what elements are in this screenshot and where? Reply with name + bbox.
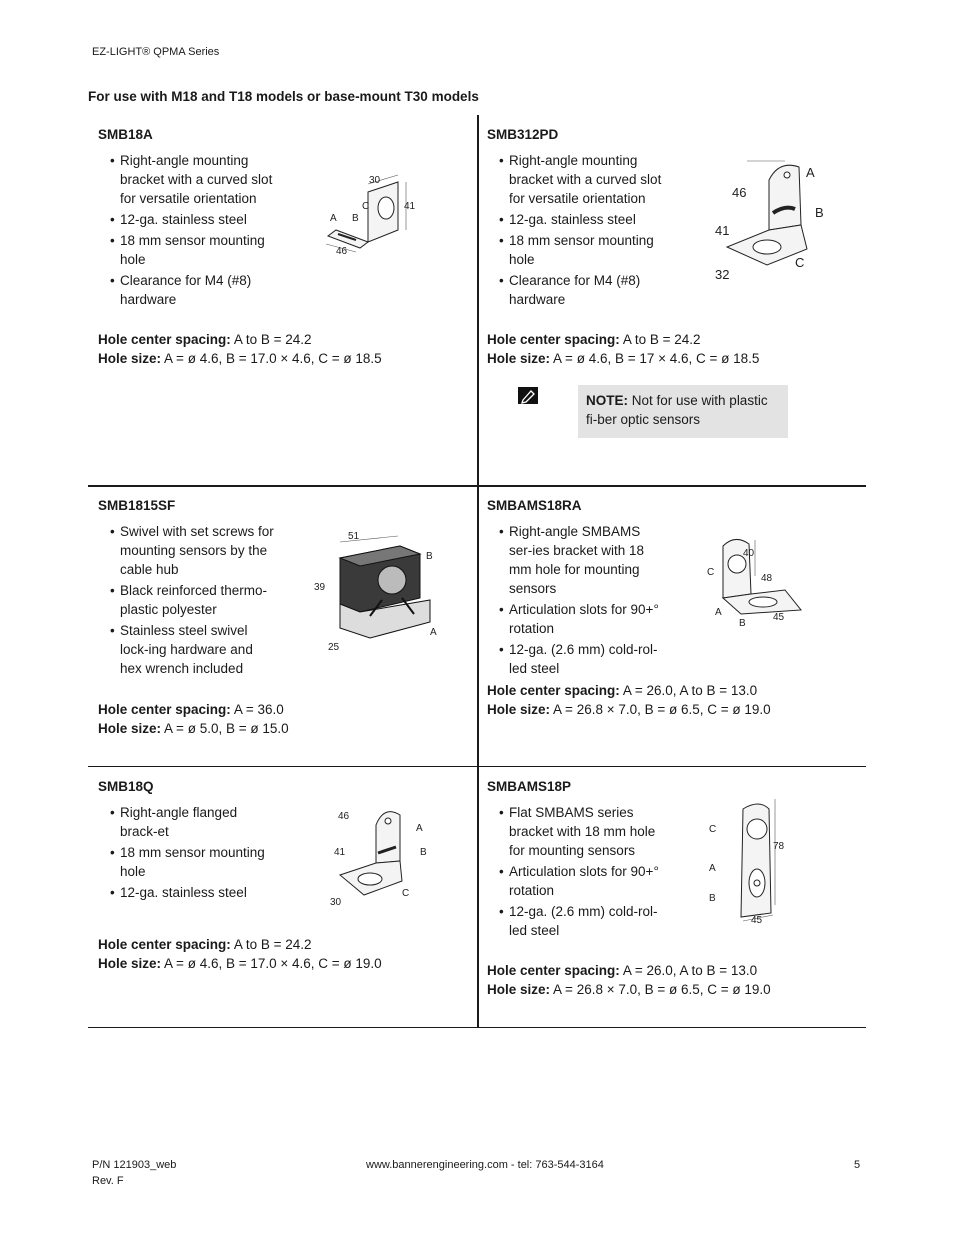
callout-label: A	[330, 213, 337, 224]
callout-label: A	[430, 627, 437, 638]
spec-value: A = ø 4.6, B = 17 × 4.6, C = ø 18.5	[553, 351, 760, 366]
model-name: SMB18Q	[98, 779, 154, 794]
note-text: Not for use with plastic fi-ber optic sensors	[586, 393, 768, 427]
spec-label: Hole size:	[98, 721, 162, 736]
bracket-cell-smb18q	[88, 779, 477, 1019]
spec-value: A = ø 5.0, B = ø 15.0	[164, 721, 289, 736]
bracket-cell-smb18a	[88, 127, 477, 477]
bracket-drawing	[310, 528, 450, 658]
feature-item: • 18 mm sensor mounting hole	[98, 843, 278, 881]
spec-label: Hole center spacing:	[98, 332, 231, 347]
feature-item: • Right-angle mounting bracket with a curved slot for versatile orientation	[487, 151, 667, 208]
dimension-label: 39	[314, 582, 326, 593]
feature-item: • Flat SMBAMS series bracket with 18 mm hole for mounting sensors	[487, 803, 667, 860]
callout-label: B	[352, 213, 359, 224]
feature-item: • 12-ga. stainless steel	[487, 210, 667, 229]
note-pencil-icon	[518, 387, 538, 404]
callout-label: A	[709, 863, 716, 874]
running-header: EZ-LIGHT® QPMA Series	[92, 46, 220, 58]
spec-label: Hole size:	[487, 702, 551, 717]
dimension-label: 41	[404, 201, 416, 212]
spec-label: Hole center spacing:	[98, 937, 231, 952]
feature-item: • Right-angle flanged brack-et	[98, 803, 278, 841]
model-name: SMBAMS18RA	[487, 498, 582, 513]
dimension-label: 30	[369, 175, 381, 186]
callout-label: B	[739, 618, 746, 629]
spec-value: A = 36.0	[233, 702, 284, 717]
callout-label: C	[402, 888, 410, 899]
hole-specs	[487, 681, 771, 719]
dimension-label: 32	[715, 267, 730, 282]
spec-label: Hole center spacing:	[487, 683, 620, 698]
part-number: P/N 121903_web	[92, 1159, 177, 1171]
spec-value: A = 26.0, A to B = 13.0	[622, 683, 758, 698]
callout-label: A	[416, 823, 423, 834]
callout-label: B	[420, 847, 427, 858]
dimension-label: 46	[732, 185, 747, 200]
dimension-label: 46	[338, 811, 350, 822]
spec-value: A = ø 4.6, B = 17.0 × 4.6, C = ø 19.0	[164, 956, 382, 971]
spec-label: Hole size:	[98, 956, 162, 971]
dimension-label: 48	[761, 573, 773, 584]
dimension-label: 51	[348, 531, 360, 542]
feature-item: • Stainless steel swivel lock-ing hardware and hex wrench included	[98, 621, 278, 678]
feature-item: • Swivel with set screws for mounting sensors by the cable hub	[98, 522, 278, 579]
callout-label: C	[795, 255, 805, 270]
callout-label: B	[815, 205, 824, 220]
revision: Rev. F	[92, 1175, 124, 1187]
page-number: 5	[854, 1159, 861, 1171]
row-divider	[88, 485, 866, 487]
callout-label: C	[362, 201, 370, 212]
feature-item: • 18 mm sensor mounting hole	[98, 231, 278, 269]
spec-label: Hole center spacing:	[487, 332, 620, 347]
feature-item: • 12-ga. (2.6 mm) cold-rol-led steel	[487, 640, 667, 678]
callout-label: C	[707, 567, 715, 578]
model-name: SMB1815SF	[98, 498, 176, 513]
bracket-cell-smbams18p	[477, 779, 866, 1019]
dimension-label: 40	[743, 548, 755, 559]
callout-label: B	[426, 551, 433, 562]
note-label: NOTE:	[586, 393, 628, 408]
bracket-cell-smb1815sf	[88, 498, 477, 758]
feature-item: • Right-angle SMBAMS ser-ies bracket with 18 mm hole for mounting sensors	[487, 522, 667, 598]
feature-item: • 12-ga. stainless steel	[98, 883, 278, 902]
feature-list	[487, 522, 667, 680]
feature-item: • Clearance for M4 (#8) hardware	[98, 271, 278, 309]
feature-item: • Black reinforced thermo-plastic polyester	[98, 581, 278, 619]
feature-list	[98, 151, 278, 311]
callout-label: C	[709, 824, 717, 835]
spec-value: A to B = 24.2	[622, 332, 701, 347]
model-name: SMB18A	[98, 127, 153, 142]
spec-label: Hole center spacing:	[98, 702, 231, 717]
dimension-label: 41	[334, 847, 346, 858]
spec-label: Hole center spacing:	[487, 963, 620, 978]
model-name: SMBAMS18P	[487, 779, 572, 794]
bracket-drawing	[709, 795, 815, 927]
row-divider	[88, 766, 866, 767]
dimension-label: 30	[330, 897, 342, 908]
model-name: SMB312PD	[487, 127, 559, 142]
dimension-label: 41	[715, 223, 730, 238]
hole-specs	[487, 330, 759, 368]
spec-value: A = 26.8 × 7.0, B = ø 6.5, C = ø 19.0	[553, 702, 771, 717]
dimension-label: 45	[751, 915, 763, 926]
feature-item: • Articulation slots for 90+° rotation	[487, 862, 667, 900]
dimension-label: 45	[773, 612, 785, 623]
feature-item: • Right-angle mounting bracket with a curved slot for versatile orientation	[98, 151, 278, 208]
dimension-label: 25	[328, 642, 340, 653]
feature-list	[487, 803, 667, 942]
feature-item: • 12-ga. stainless steel	[98, 210, 278, 229]
bracket-drawing	[707, 155, 837, 285]
dimension-label: 46	[336, 246, 348, 257]
hole-specs	[98, 330, 382, 368]
hole-specs	[98, 935, 382, 973]
feature-list	[487, 151, 667, 311]
feature-item: • Clearance for M4 (#8) hardware	[487, 271, 667, 309]
feature-item: • Articulation slots for 90+° rotation	[487, 600, 667, 638]
bracket-drawing	[705, 530, 805, 630]
spec-label: Hole size:	[487, 351, 551, 366]
hole-specs	[98, 700, 289, 738]
feature-list	[98, 522, 278, 680]
row-divider	[88, 1027, 866, 1028]
bracket-drawing	[316, 172, 436, 262]
feature-item: • 18 mm sensor mounting hole	[487, 231, 667, 269]
callout-label: B	[709, 893, 716, 904]
spec-label: Hole size:	[487, 982, 551, 997]
footer-contact: www.bannerengineering.com - tel: 763-544-3164	[366, 1159, 604, 1171]
dimension-label: 78	[773, 841, 785, 852]
spec-value: A = ø 4.6, B = 17.0 × 4.6, C = ø 18.5	[164, 351, 382, 366]
callout-label: A	[806, 165, 815, 180]
note-box	[578, 385, 788, 438]
footer-part-info	[92, 1157, 176, 1189]
feature-list	[98, 803, 278, 904]
section-title: For use with M18 and T18 models or base-mount T30 models	[88, 89, 479, 104]
bracket-drawing	[320, 803, 440, 913]
spec-value: A to B = 24.2	[233, 937, 312, 952]
spec-value: A = 26.0, A to B = 13.0	[622, 963, 758, 978]
callout-label: A	[715, 607, 722, 618]
spec-value: A to B = 24.2	[233, 332, 312, 347]
feature-item: • 12-ga. (2.6 mm) cold-rol-led steel	[487, 902, 667, 940]
bracket-cell-smbams18ra	[477, 498, 866, 758]
spec-value: A = 26.8 × 7.0, B = ø 6.5, C = ø 19.0	[553, 982, 771, 997]
hole-specs	[487, 961, 771, 999]
spec-label: Hole size:	[98, 351, 162, 366]
